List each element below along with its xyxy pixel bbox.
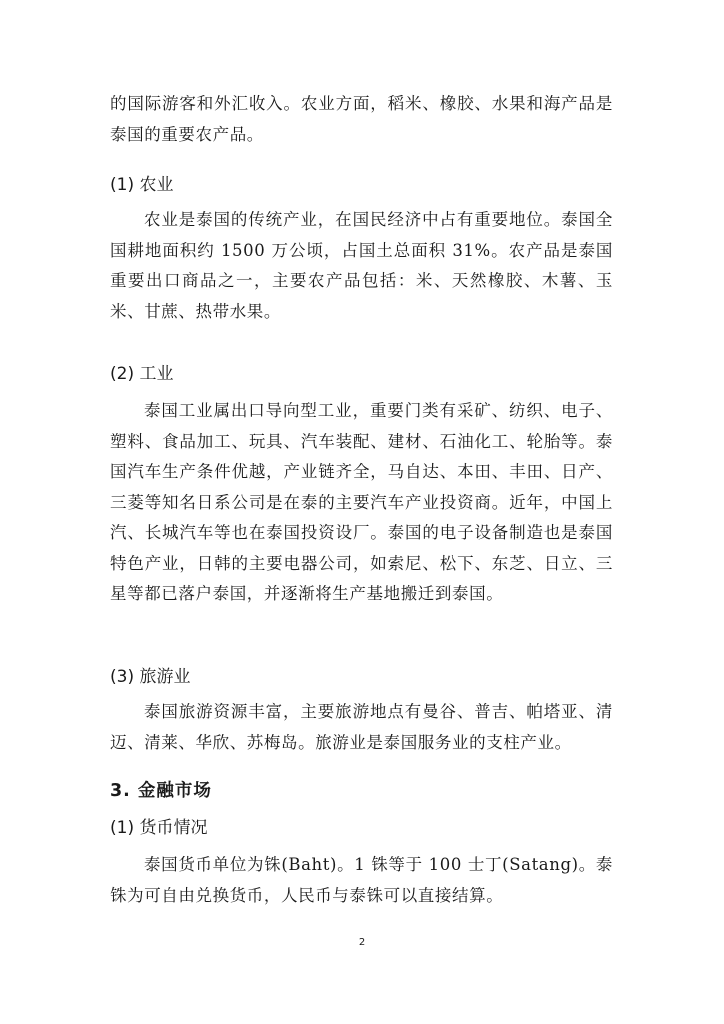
heading-financial-market: 3. 金融市场 [110, 781, 212, 801]
agriculture-paragraph: 农业是泰国的传统产业，在国民经济中占有重要地位。泰国全国耕地面积约 1500 万公顷，占国土总面积 31%。农产品是泰国重要出口商品之一，主要农产品包括：米、天然橡胶、木薯、玉米、甘蔗、热带水果。 [110, 210, 613, 321]
intro-paragraph: 的国际游客和外汇收入。农业方面，稻米、橡胶、水果和海产品是泰国的重要农产品。 [110, 94, 613, 144]
tourism-paragraph: 泰国旅游资源丰富，主要旅游地点有曼谷、普吉、帕塔亚、清迈、清莱、华欣、苏梅岛。旅游业是泰国服务业的支柱产业。 [110, 702, 613, 752]
page-number: 2 [358, 937, 366, 948]
industry-paragraph: 泰国工业属出口导向型工业，重要门类有采矿、纺织、电子、塑料、食品加工、玩具、汽车装配、建材、石油化工、轮胎等。泰国汽车生产条件优越，产业链齐全，马自达、本田、丰田、日产、三菱等知名日系公司是在泰的主要汽车产业投资商。近年，中国上汽、长城汽车等也在泰国投资设厂。泰国的电子设备制造也是泰国特色产业，日韩的主要电器公司，如索尼、松下、东芝、日立、三星等都已落户泰国，并逐渐将生产基地搬迁到泰国。 [110, 401, 613, 603]
heading-agriculture: (1) 农业 [110, 175, 174, 195]
heading-tourism: (3) 旅游业 [110, 667, 191, 687]
heading-currency: (1) 货币情况 [110, 818, 208, 838]
heading-industry: (2) 工业 [110, 364, 174, 384]
currency-paragraph: 泰国货币单位为铢(Baht)。1 铢等于 100 士丁(Satang)。泰铢为可自由兑换货币，人民币与泰铢可以直接结算。 [110, 855, 613, 905]
